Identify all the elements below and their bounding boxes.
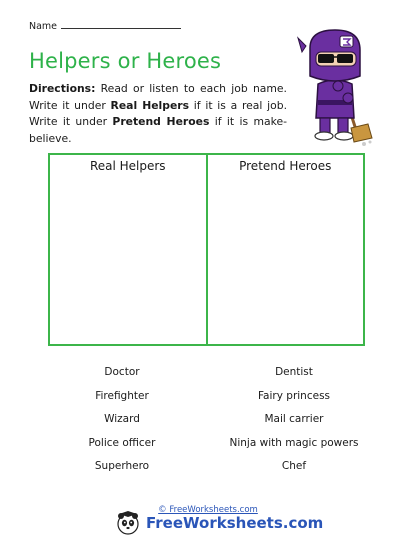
name-label: Name: [29, 21, 58, 32]
word-item: Police officer: [88, 436, 156, 449]
pretend-heroes-header: Pretend Heroes: [239, 159, 332, 173]
sorting-table: [48, 153, 365, 346]
word-item: Chef: [281, 460, 307, 472]
real-helpers-column[interactable]: [50, 155, 206, 344]
panda-logo-icon: [116, 511, 140, 535]
real-helpers-header: Real Helpers: [89, 159, 166, 173]
word-item: Doctor: [104, 366, 140, 378]
real-helpers-emphasis: Real Helpers: [110, 98, 190, 112]
word-item: Wizard: [104, 413, 140, 425]
word-item: Mail carrier: [264, 413, 324, 425]
name-blank[interactable]: [61, 20, 181, 29]
word-item: Fairy princess: [257, 389, 331, 402]
pretend-heroes-emphasis: Pretend Heroes: [112, 115, 210, 128]
page-title: Helpers or Heroes: [29, 49, 222, 73]
directions-label: Directions:: [29, 82, 96, 95]
directions: [29, 81, 287, 147]
directions-text-1: Read or listen to each job name. Write it under: [29, 82, 287, 112]
word-bank: [0, 364, 416, 482]
word-item: Ninja with magic powers: [229, 436, 359, 449]
name-line: [29, 20, 181, 32]
word-item: Dentist: [275, 366, 313, 378]
word-item: Firefighter: [95, 389, 149, 402]
word-bank-right: [208, 364, 416, 482]
directions-text-3: if it is make-believe.: [29, 115, 287, 145]
ninja-illustration: [296, 26, 374, 146]
pretend-heroes-column[interactable]: [206, 155, 364, 344]
footer-copyright-link[interactable]: © FreeWorksheets.com: [158, 505, 258, 515]
word-bank-left: [0, 364, 208, 482]
brand-name: FreeWorksheets.com: [146, 514, 324, 532]
footer-brand[interactable]: [116, 511, 323, 535]
word-item: Superhero: [94, 460, 150, 472]
directions-text-2: if it is a real job. Write it under: [29, 98, 288, 128]
